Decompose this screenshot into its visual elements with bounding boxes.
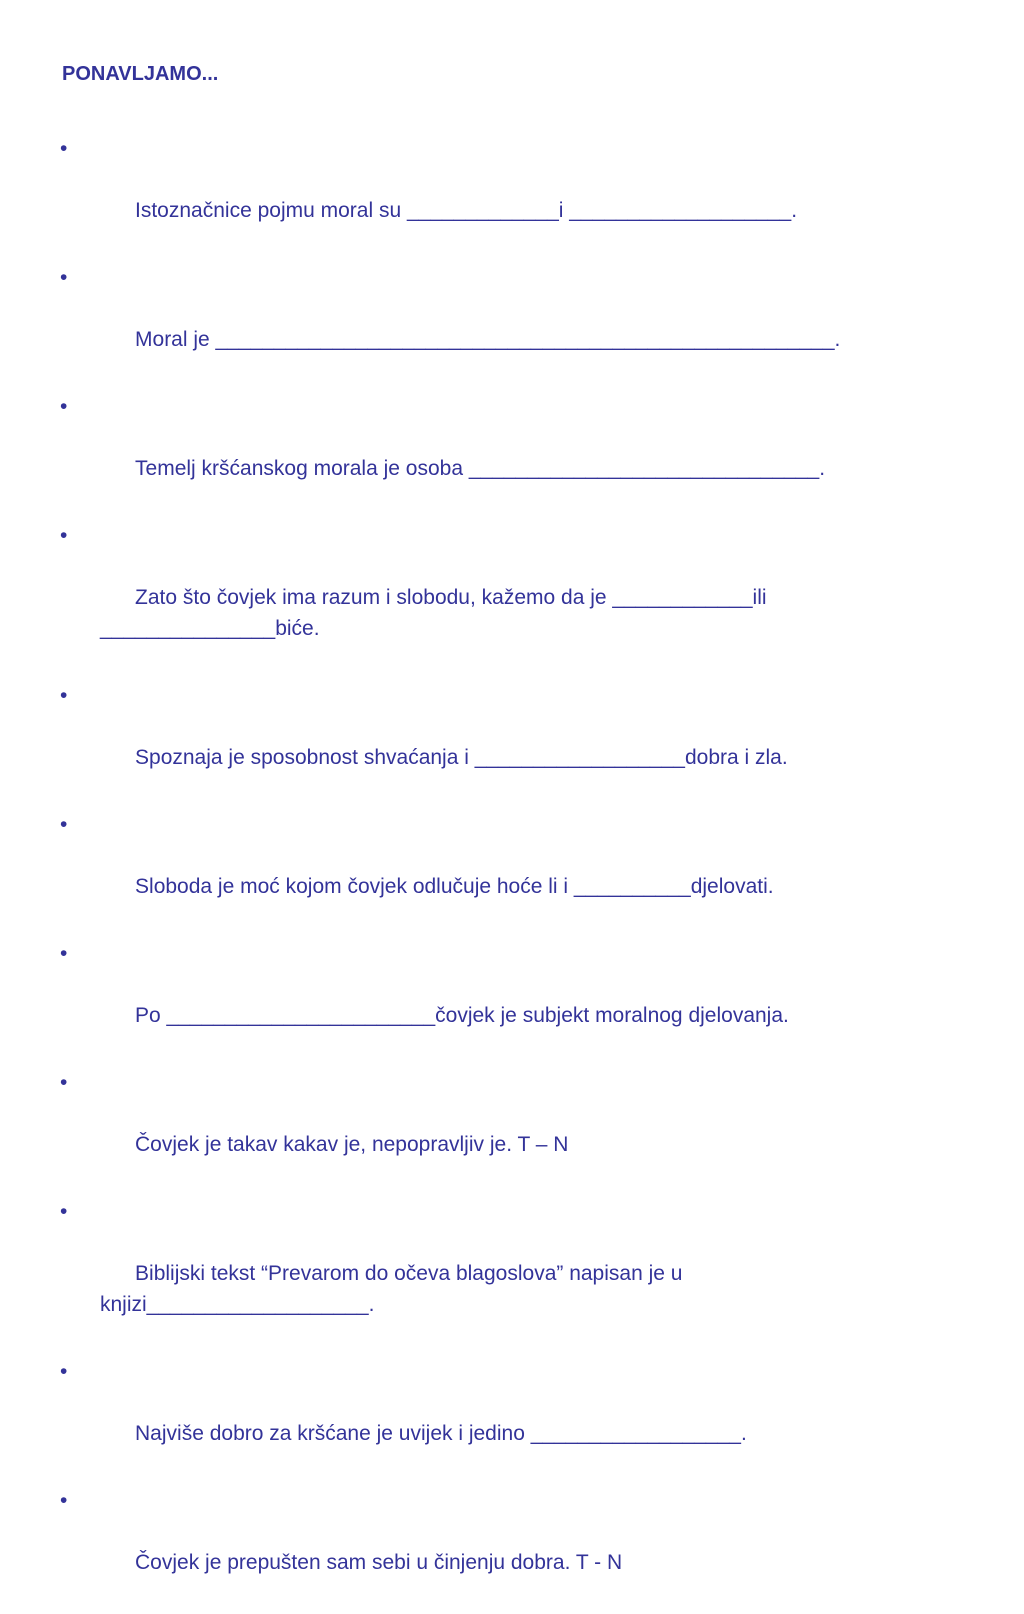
- bullet-icon: •: [60, 524, 68, 547]
- list-item-text: Biblijski tekst “Prevarom do očeva blagoslova” napisan je u knjizi___________________.: [100, 1262, 683, 1316]
- bullet-icon: •: [60, 1489, 68, 1512]
- list-item: [58, 391, 958, 515]
- list-item: [58, 262, 958, 386]
- list-item-text: Zato što čovjek ima razum i slobodu, kažemo da je ____________ili _______________biće.: [100, 586, 767, 640]
- list-item-text: Po _______________________čovjek je subjekt moralnog djelovanja.: [135, 1004, 789, 1027]
- list-item-text: Istoznačnice pojmu moral su _____________i ___________________.: [135, 199, 798, 222]
- list-item: [58, 680, 958, 804]
- list-item-text: Čovjek je takav kakav je, nepopravljiv je. T – N: [135, 1133, 569, 1156]
- bullet-icon: •: [60, 395, 68, 418]
- bullet-icon: •: [60, 137, 68, 160]
- list-item: [58, 1485, 958, 1609]
- bullet-icon: •: [60, 1071, 68, 1094]
- list-item: [58, 520, 958, 675]
- list-item-text: Najviše dobro za kršćane je uvijek i jedino __________________.: [135, 1422, 747, 1445]
- bullet-icon: •: [60, 684, 68, 707]
- bullet-icon: •: [60, 1360, 68, 1383]
- list-item: [58, 133, 958, 257]
- list-item-text: Čovjek je prepušten sam sebi u činjenju dobra. T - N: [135, 1551, 623, 1574]
- bullet-icon: •: [60, 1200, 68, 1223]
- list-item: [58, 1196, 958, 1351]
- list-item-text: Moral je _____________________________________________________.: [135, 328, 841, 351]
- list-item: [58, 809, 958, 933]
- list-item-text: Sloboda je moć kojom čovjek odlučuje hoće li i __________djelovati.: [135, 875, 774, 898]
- bullet-icon: •: [60, 266, 68, 289]
- question-list: [58, 133, 958, 1614]
- list-item-text: Temelj kršćanskog morala je osoba ______________________________.: [135, 457, 826, 480]
- list-item: [58, 1067, 958, 1191]
- bullet-icon: •: [60, 942, 68, 965]
- list-item: [58, 938, 958, 1062]
- slide-title: PONAVLJAMO...: [62, 63, 219, 85]
- bullet-icon: •: [60, 813, 68, 836]
- list-item-text: Spoznaja je sposobnost shvaćanja i __________________dobra i zla.: [135, 746, 788, 769]
- list-item: [58, 1356, 958, 1480]
